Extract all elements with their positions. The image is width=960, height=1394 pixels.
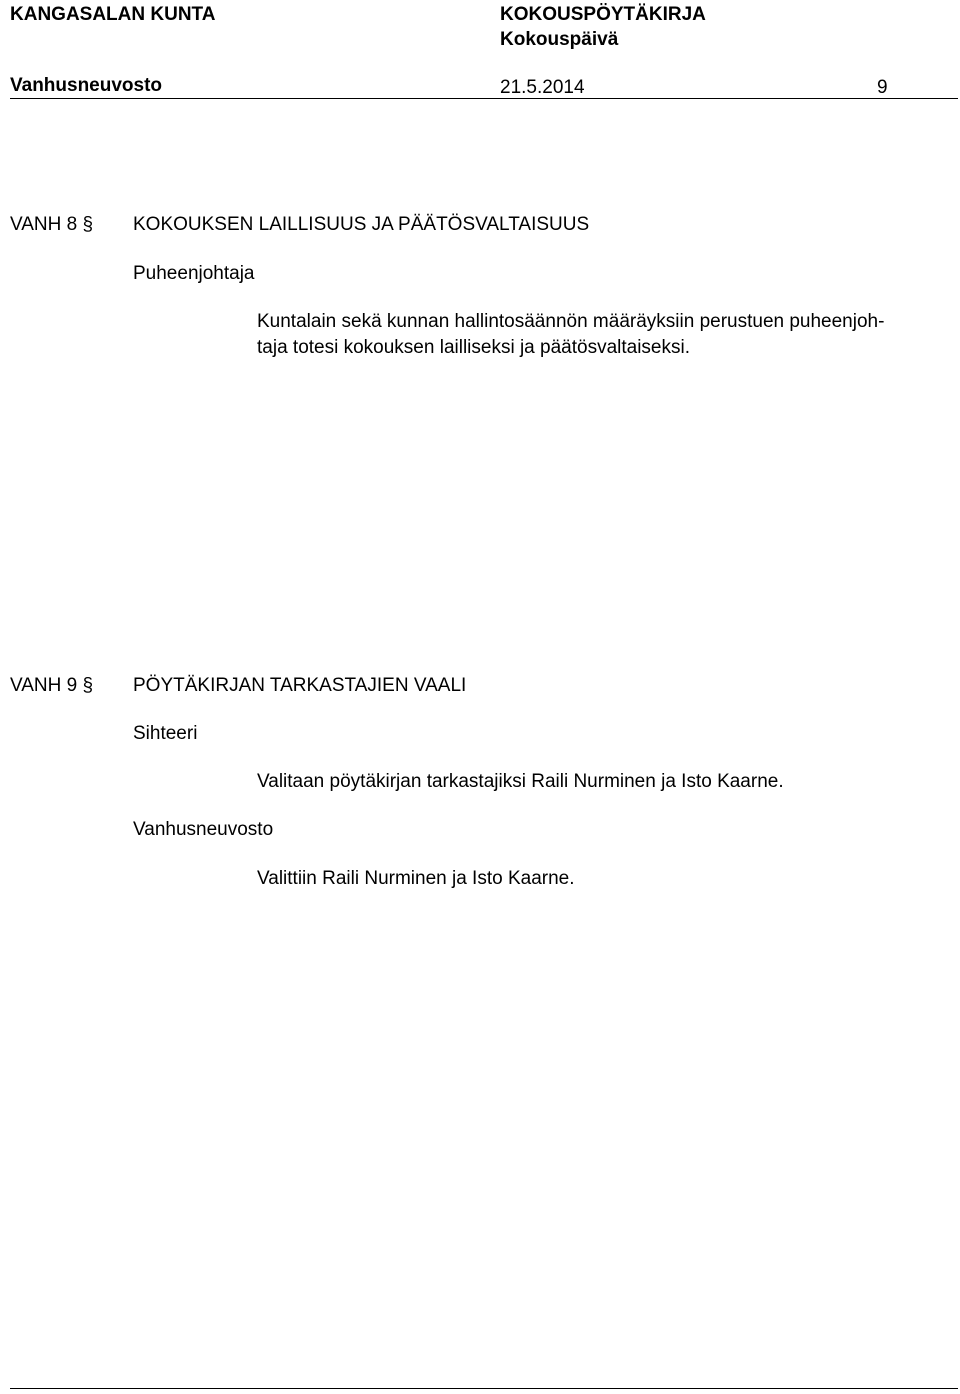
section-9-proposal: Valitaan pöytäkirjan tarkastajiksi Raili Nurminen ja Isto Kaarne.: [257, 771, 784, 792]
meeting-date-label: Kokouspäivä: [500, 29, 619, 50]
section-8-role: Puheenjohtaja: [133, 263, 255, 284]
section-9-code: [10, 673, 93, 698]
section-8-body: [257, 309, 957, 361]
committee-name: Vanhusneuvosto: [10, 75, 163, 96]
section-8-body-line2: taja totesi kokouksen lailliseksi ja päätösvaltaiseksi.: [257, 337, 690, 358]
footer-rule: [10, 1388, 958, 1389]
section-8-title: KOKOUKSEN LAILLISUUS JA PÄÄTÖSVALTAISUUS: [133, 214, 590, 235]
section-9-title: PÖYTÄKIRJAN TARKASTAJIEN VAALI: [133, 675, 467, 696]
section-9-decision: Valittiin Raili Nurminen ja Isto Kaarne.: [257, 868, 575, 889]
section-8-code: [10, 212, 93, 237]
meeting-date: 21.5.2014: [500, 77, 585, 98]
municipality-name: KANGASALAN KUNTA: [10, 4, 216, 25]
section-9-role-secretary: Sihteeri: [133, 723, 198, 744]
header-rule: [10, 98, 958, 99]
section-9-number: VANH 9: [10, 675, 78, 696]
section-9-role-council: Vanhusneuvosto: [133, 819, 274, 840]
document-type: KOKOUSPÖYTÄKIRJA: [500, 4, 706, 25]
section-symbol: §: [82, 214, 94, 235]
section-8-number: VANH 8: [10, 214, 78, 235]
section-symbol: §: [82, 675, 94, 696]
page-number: 9: [877, 77, 888, 98]
section-8-body-line1: Kuntalain sekä kunnan hallintosäännön määräyksiin perustuen puheenjoh-: [257, 311, 885, 332]
